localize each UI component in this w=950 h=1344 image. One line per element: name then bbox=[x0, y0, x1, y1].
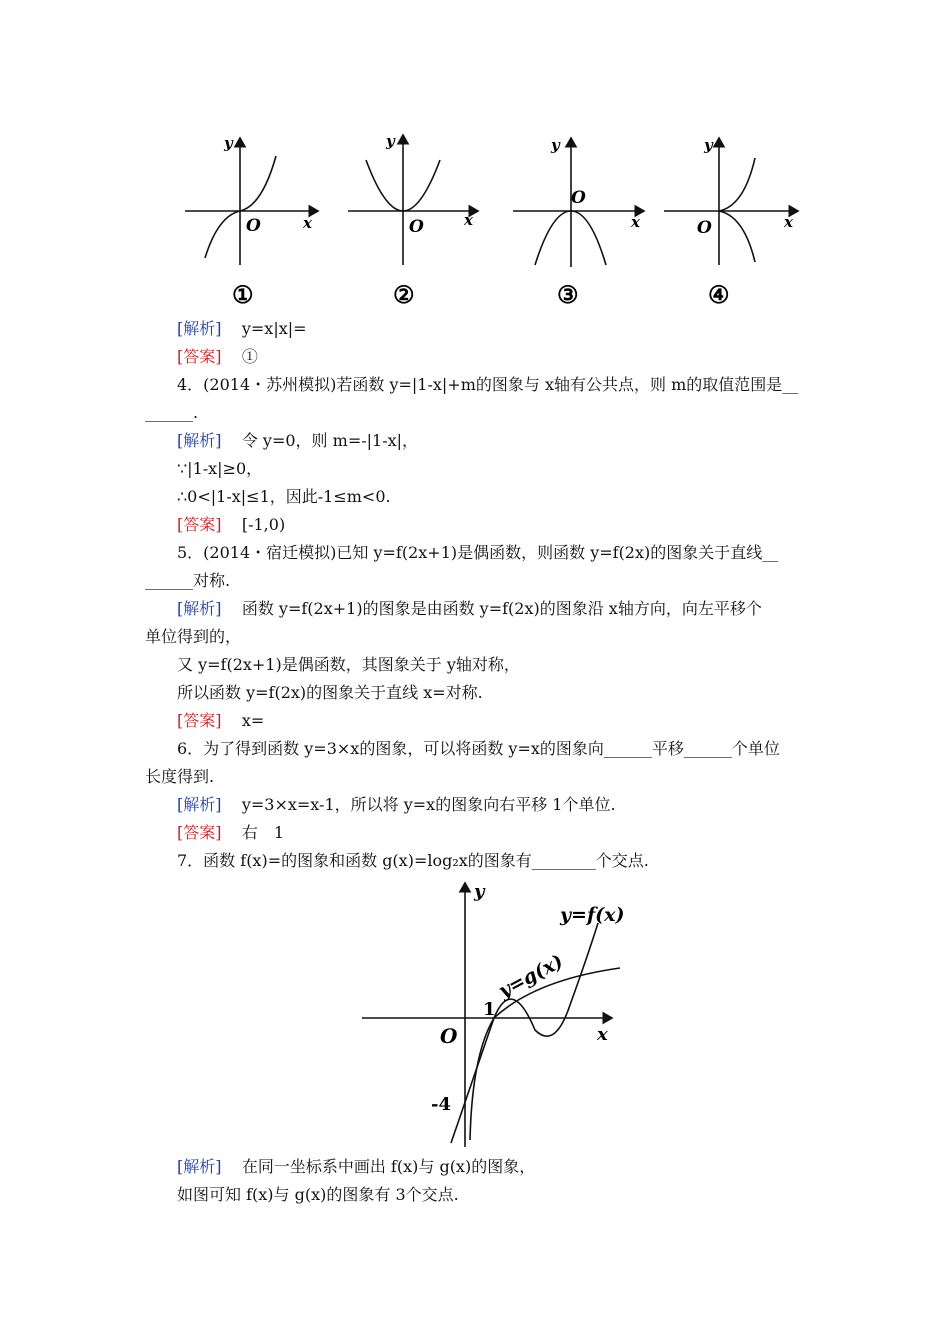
q5-jiexi-text: 函数 y=f(2x+1)的图象是由函数 y=f(2x)的图象沿 x轴方向，向左平移个 bbox=[241, 599, 762, 618]
q3-daan-line bbox=[177, 347, 258, 367]
q3-daan-text: ① bbox=[241, 347, 258, 366]
origin-label: O bbox=[246, 216, 261, 236]
daan-tag: [答案] bbox=[177, 823, 222, 842]
axis-y-label: y bbox=[474, 881, 485, 902]
q7-line2: 如图可知 f(x)与 g(x)的图象有 3个交点. bbox=[177, 1185, 459, 1204]
q4-question-line1: 4．(2014・苏州模拟)若函数 y=|1-x|+m的图象与 x轴有公共点，则 m的取值范围是__ bbox=[177, 375, 799, 394]
q7-jiexi-line bbox=[177, 1157, 535, 1177]
axis-y-label: y bbox=[551, 136, 560, 154]
axis-x-label: x bbox=[303, 214, 312, 232]
origin-label: O bbox=[409, 217, 424, 237]
axis-x-label: x bbox=[631, 213, 640, 231]
q4-line4: ∴0<|1-x|≤1，因此-1≤m<0. bbox=[177, 487, 391, 506]
axis-x-label: x bbox=[597, 1024, 608, 1045]
q6-question-line2: 长度得到. bbox=[145, 767, 215, 786]
q5-line4: 又 y=f(2x+1)是偶函数，其图象关于 y轴对称， bbox=[177, 655, 520, 674]
daan-tag: [答案] bbox=[177, 711, 222, 730]
tick-1-label: 1 bbox=[483, 999, 496, 1020]
daan-tag: [答案] bbox=[177, 347, 222, 366]
axis-x-label: x bbox=[784, 213, 793, 231]
curve-g bbox=[470, 968, 620, 1140]
axis-x-label: x bbox=[464, 211, 473, 229]
graph-3 bbox=[513, 136, 644, 309]
q4-line3: ∵|1-x|≥0， bbox=[177, 459, 263, 478]
q4-jiexi-text: 令 y=0，则 m=-|1-x|， bbox=[241, 431, 419, 450]
graph-2 bbox=[348, 132, 478, 309]
axis-y-label: y bbox=[386, 132, 395, 150]
q5-jiexi-line bbox=[177, 599, 762, 619]
q4-daan-line bbox=[177, 515, 285, 535]
label-g: y=g(x) bbox=[495, 950, 567, 1003]
origin-label: O bbox=[440, 1024, 458, 1048]
q5-question-line2: ______对称. bbox=[145, 571, 231, 590]
q6-question-line1: 6．为了得到函数 y=3×x的图象，可以将函数 y=x的图象向______平移______个单位 bbox=[177, 739, 780, 758]
tick-neg4-label: -4 bbox=[431, 1094, 451, 1115]
graph-label-2: ② bbox=[393, 280, 415, 309]
q5-line3: 单位得到的， bbox=[145, 627, 242, 646]
daan-tag: [答案] bbox=[177, 515, 222, 534]
q4-daan-text: [-1,0) bbox=[241, 515, 286, 534]
origin-label: O bbox=[697, 218, 712, 238]
graph-4 bbox=[664, 136, 798, 309]
jiexi-tag: [解析] bbox=[177, 1157, 222, 1176]
q6-jiexi-text: y=3×x=x-1，所以将 y=x的图象向右平移 1个单位. bbox=[241, 795, 616, 814]
label-f: y=f(x) bbox=[560, 904, 625, 926]
figure-four-graphs bbox=[0, 0, 950, 320]
q7-graph bbox=[0, 875, 950, 1155]
q7-jiexi-text: 在同一坐标系中画出 f(x)与 g(x)的图象， bbox=[241, 1157, 536, 1176]
jiexi-tag: [解析] bbox=[177, 599, 222, 618]
q4-question-line2: ______. bbox=[145, 403, 199, 422]
curve-4 bbox=[719, 158, 755, 211]
curve-4b bbox=[719, 211, 755, 262]
q6-jiexi-line bbox=[177, 795, 616, 815]
axis-y-label: y bbox=[224, 134, 233, 152]
jiexi-tag: [解析] bbox=[177, 431, 222, 450]
q5-line5: 所以函数 y=f(2x)的图象关于直线 x=对称. bbox=[177, 683, 483, 702]
graph-label-4: ④ bbox=[708, 280, 730, 309]
graph-label-1: ① bbox=[232, 280, 254, 309]
axis-y-label: y bbox=[704, 136, 713, 154]
q5-daan-text: x= bbox=[241, 711, 265, 730]
q3-jiexi-text: y=x|x|= bbox=[241, 319, 307, 338]
graph-label-3: ③ bbox=[557, 280, 579, 309]
q4-jiexi-line bbox=[177, 431, 418, 451]
jiexi-tag: [解析] bbox=[177, 319, 222, 338]
jiexi-tag: [解析] bbox=[177, 795, 222, 814]
curve-f bbox=[451, 923, 598, 1143]
q5-daan-line bbox=[177, 711, 264, 731]
q6-daan-text: 右 1 bbox=[241, 823, 285, 842]
q7-question-line1: 7．函数 f(x)=的图象和函数 g(x)=log₂x的图象有________个交点. bbox=[177, 851, 649, 870]
q5-question-line1: 5．(2014・宿迁模拟)已知 y=f(2x+1)是偶函数，则函数 y=f(2x)的图象关于直线__ bbox=[177, 543, 779, 562]
q6-daan-line bbox=[177, 823, 284, 843]
graph-1 bbox=[185, 134, 318, 309]
q3-jiexi-line bbox=[177, 319, 307, 339]
origin-label: O bbox=[571, 188, 586, 208]
